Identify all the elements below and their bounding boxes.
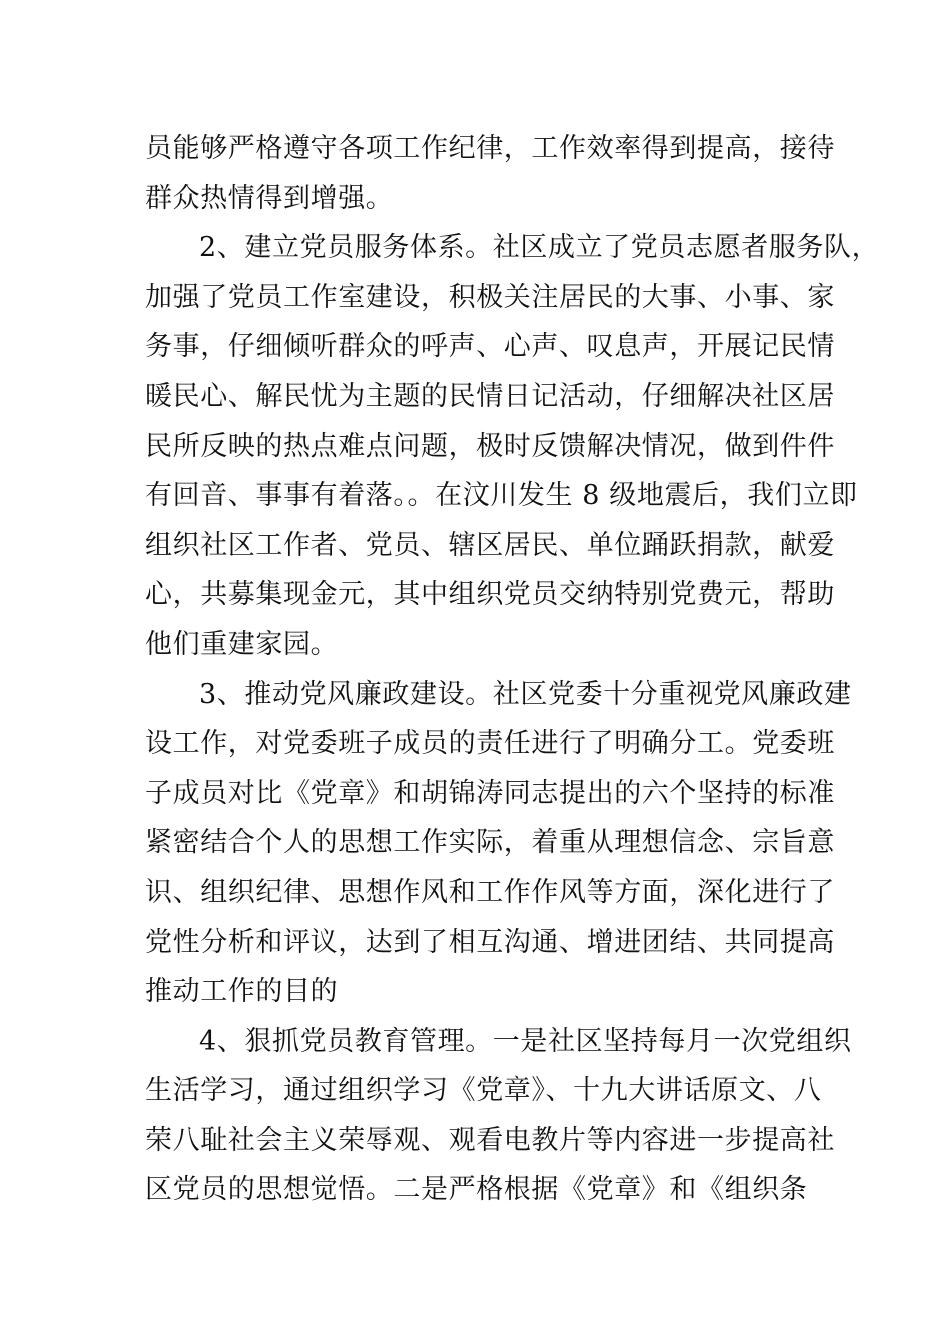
document-body bbox=[145, 124, 880, 1215]
text-line: 民所反映的热点难点问题，极时反馈解决情况，做到件件 bbox=[145, 430, 835, 462]
text-line: 区党员的思想觉悟。二是严格根据《党章》和《组织条 bbox=[145, 1174, 808, 1206]
text-line: 3、推动党风廉政建设。社区党委十分重视党风廉政建 bbox=[199, 678, 852, 710]
text-line: 心，共募集现金元，其中组织党员交纳特别党费元，帮助 bbox=[145, 579, 835, 611]
paragraph-continued bbox=[145, 124, 835, 223]
paragraph-member-education bbox=[145, 1017, 852, 1215]
text-line: 务事，仔细倾听群众的呼声、心声、叹息声，开展记民情 bbox=[145, 331, 835, 363]
text-line: 紧密结合个人的思想工作实际，着重从理想信念、宗旨意 bbox=[145, 827, 835, 859]
text-line: 子成员对比《党章》和胡锦涛同志提出的六个坚持的标准 bbox=[145, 777, 835, 809]
text-line: 暖民心、解民忧为主题的民情日记活动，仔细解决社区居 bbox=[145, 380, 835, 412]
text-line: 4、狠抓党员教育管理。一是社区坚持每月一次党组织 bbox=[199, 1025, 852, 1057]
text-line: 加强了党员工作室建设，积极关注居民的大事、小事、家 bbox=[145, 281, 835, 313]
text-line: 党性分析和评议，达到了相互沟通、增进团结、共同提高 bbox=[145, 926, 835, 958]
text-line: 群众热情得到增强。 bbox=[145, 182, 394, 214]
paragraph-party-service-system bbox=[145, 223, 880, 669]
text-line: 设工作，对党委班子成员的责任进行了明确分工。党委班 bbox=[145, 728, 835, 760]
text-line: 识、组织纪律、思想作风和工作作风等方面，深化进行了 bbox=[145, 876, 835, 908]
text-line: 他们重建家园。 bbox=[145, 628, 339, 660]
text-line: 有回音、事事有着落。。在汶川发生 8 级地震后，我们立即 bbox=[145, 480, 858, 512]
text-line: 组织社区工作者、党员、辖区居民、单位踊跃捐款，献爱 bbox=[145, 529, 835, 561]
text-line: 2、建立党员服务体系。社区成立了党员志愿者服务队， bbox=[199, 232, 880, 264]
text-line: 推动工作的目的 bbox=[145, 976, 339, 1008]
paragraph-clean-governance bbox=[145, 670, 852, 1017]
text-line: 生活学习，通过组织学习《党章》、十九大讲话原文、八 bbox=[145, 1075, 822, 1107]
text-line: 员能够严格遵守各项工作纪律，工作效率得到提高，接待 bbox=[145, 133, 835, 164]
text-line: 荣八耻社会主义荣辱观、观看电教片等内容进一步提高社 bbox=[145, 1124, 835, 1156]
